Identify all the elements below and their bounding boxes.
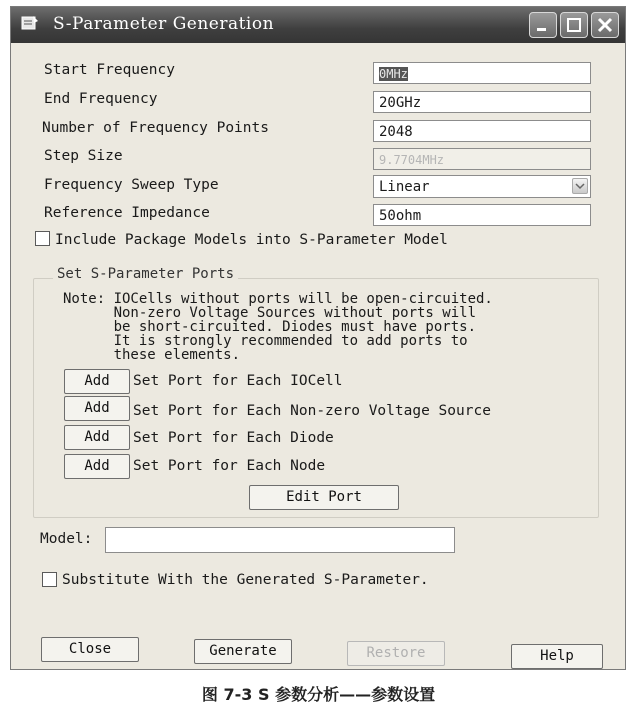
end-frequency-label: End Frequency [44,91,158,107]
step-size-input: 9.7704MHz [373,148,591,170]
dropdown-button[interactable] [572,178,588,194]
include-package-label: Include Package Models into S-Parameter Model [55,232,448,248]
diode-port-label: Set Port for Each Diode [133,430,334,446]
sweep-type-value: Linear [379,179,430,195]
add-voltage-source-port-button[interactable]: Add [64,396,130,421]
start-frequency-input[interactable] [373,62,591,84]
minimize-button[interactable] [529,12,557,38]
maximize-icon [565,16,583,34]
reference-impedance-input[interactable]: 50ohm [373,204,591,226]
app-icon [21,15,39,31]
figure-caption: 图 7-3 S 参数分析——参数设置 [201,685,436,704]
close-window-button[interactable] [591,12,619,38]
model-label: Model: [40,531,93,547]
dialog-window [10,6,626,670]
generate-button[interactable]: Generate [194,639,292,664]
add-iocell-port-button[interactable]: Add [64,369,130,394]
add-diode-port-button[interactable]: Add [64,425,130,450]
title-bar[interactable] [11,7,625,43]
ports-group-title: Set S-Parameter Ports [53,266,238,282]
close-icon [596,16,614,34]
start-frequency-value: 0MHz [379,67,408,81]
ports-note: Note: IOCells without ports will be open-circuited. Non-zero Voltage Sources without ports will be short-circuited. Diodes must have ports. It is strongly recommended to add ports to these elements. [63,291,493,363]
include-package-checkbox[interactable] [35,231,50,246]
substitute-label: Substitute With the Generated S-Parameter. [62,572,429,588]
maximize-button[interactable] [560,12,588,38]
add-node-port-button[interactable]: Add [64,454,130,479]
minimize-icon [534,16,552,34]
step-size-label: Step Size [44,148,123,164]
restore-button: Restore [347,641,445,666]
window-title: S-Parameter Generation [53,14,275,34]
substitute-checkbox[interactable] [42,572,57,587]
help-button[interactable]: Help [511,644,603,669]
node-port-label: Set Port for Each Node [133,458,326,474]
reference-impedance-label: Reference Impedance [44,205,210,221]
frequency-points-label: Number of Frequency Points [42,120,269,136]
model-input[interactable] [105,527,455,553]
edit-port-button[interactable]: Edit Port [249,485,399,510]
close-button[interactable]: Close [41,637,139,662]
voltage-source-port-label: Set Port for Each Non-zero Voltage Source [133,403,491,419]
sweep-type-select[interactable] [373,175,591,198]
frequency-points-input[interactable]: 2048 [373,120,591,142]
chevron-down-icon [573,179,587,193]
sweep-type-label: Frequency Sweep Type [44,177,219,193]
end-frequency-input[interactable]: 20GHz [373,91,591,113]
start-frequency-label: Start Frequency [44,62,175,78]
iocell-port-label: Set Port for Each IOCell [133,373,343,389]
